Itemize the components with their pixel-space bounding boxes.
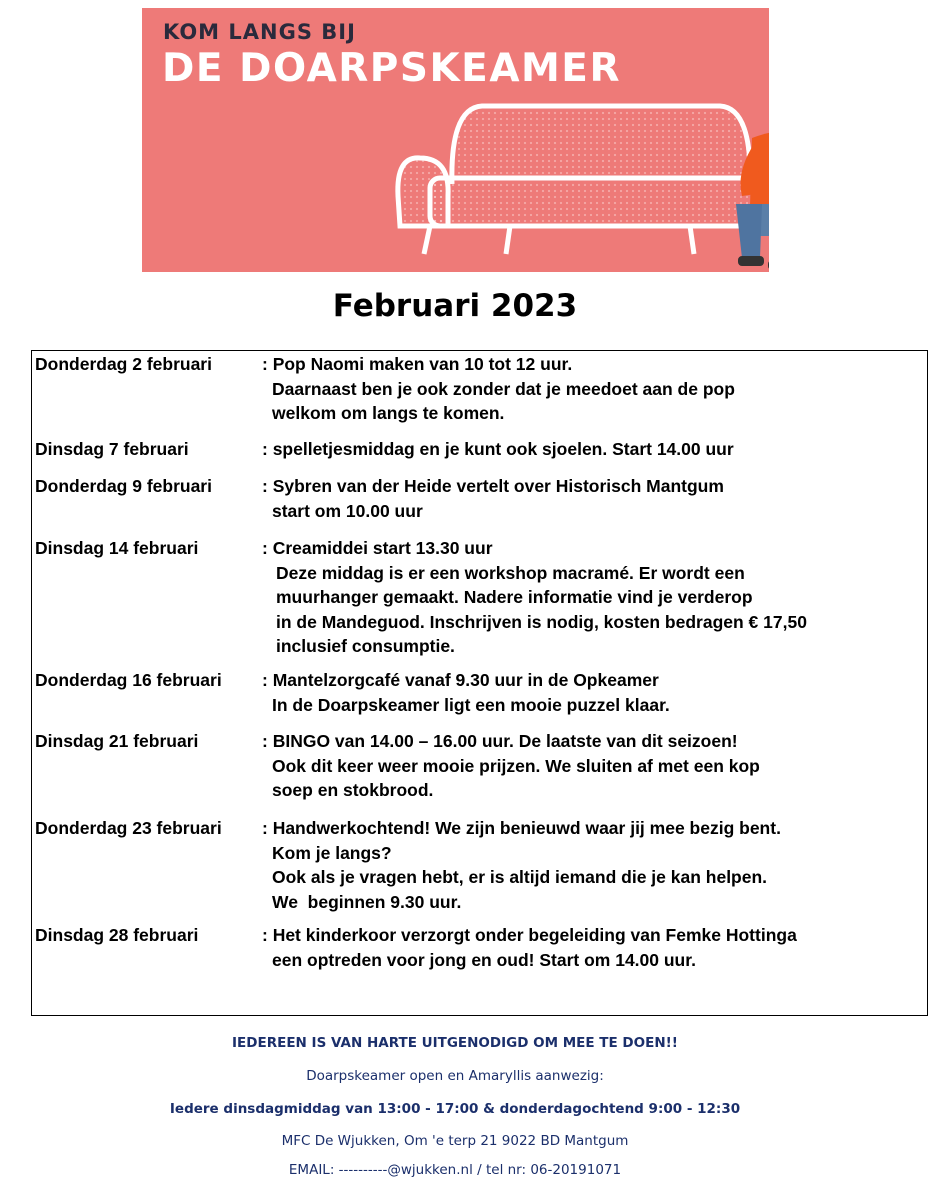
person-figure (736, 86, 769, 270)
event-day: Dinsdag 21 februari (35, 731, 199, 751)
event-line: in de Mandeguod. Inschrijven is nodig, kosten bedragen € 17,50 (276, 611, 807, 632)
event-day: Donderdag 16 februari (35, 670, 222, 690)
event-description (262, 352, 735, 426)
event-line: inclusief consumptie. (276, 636, 455, 656)
event-line: : spelletjesmiddag en je kunt ook sjoelen. Start 14.00 uur (262, 439, 734, 459)
event-line: In de Doarpskeamer ligt een mooie puzzel klaar. (272, 694, 670, 715)
schedule-box (31, 350, 928, 1016)
event-line: muurhanger gemaakt. Nadere informatie vind je verderop (276, 587, 753, 607)
banner-title: DE DOARPSKEAMER (162, 46, 621, 91)
footer-address: MFC De Wjukken, Om 'e terp 21 9022 BD Mantgum (281, 1133, 629, 1149)
event-line: : Pop Naomi maken van 10 tot 12 uur. (262, 354, 573, 374)
event-description (262, 816, 781, 914)
footer-contact: EMAIL: ----------@wjukken.nl / tel nr: 06-20191071 (288, 1162, 622, 1178)
event-line: : Handwerkochtend! We zijn benieuwd waar jij mee bezig bent. (262, 818, 781, 838)
header-banner (142, 8, 769, 272)
event-line: Ook dit keer weer mooie prijzen. We sluiten af met een kop (272, 755, 760, 776)
event-line: start om 10.00 uur (272, 500, 423, 521)
event-day: Donderdag 9 februari (35, 476, 212, 496)
event-line: : Sybren van der Heide vertelt over Historisch Mantgum (262, 476, 724, 496)
footer-hours: Iedere dinsdagmiddag van 13:00 - 17:00 & donderdagochtend 9:00 - 12:30 (169, 1101, 741, 1117)
event-day: Dinsdag 28 februari (35, 925, 199, 945)
event-line: Deze middag is er een workshop macramé. Er wordt een (276, 562, 745, 583)
month-title: Februari 2023 (332, 288, 578, 324)
event-line: We beginnen 9.30 uur. (272, 891, 462, 912)
event-line: : BINGO van 14.00 – 16.00 uur. De laatste van dit seizoen! (262, 731, 738, 751)
event-day: Donderdag 2 februari (35, 354, 212, 374)
event-line: Ook als je vragen hebt, er is altijd iemand die je kan helpen. (272, 867, 768, 887)
event-description (262, 923, 797, 972)
event-line: Kom je langs? (272, 842, 392, 863)
event-description (262, 437, 734, 462)
event-line: welkom om langs te komen. (272, 403, 505, 423)
banner-kicker: KOM LANGS BIJ (163, 20, 356, 44)
event-line: : Creamiddei start 13.30 uur (262, 538, 493, 558)
event-description (262, 668, 670, 717)
event-day: Dinsdag 14 februari (35, 538, 199, 558)
event-line: soep en stokbrood. (272, 780, 434, 800)
event-description (262, 729, 760, 803)
event-day: Donderdag 23 februari (35, 818, 222, 838)
event-line: Daarnaast ben je ook zonder dat je meedoet aan de pop (272, 378, 735, 399)
event-day: Dinsdag 7 februari (35, 439, 189, 459)
event-description (262, 536, 807, 659)
event-line: : Mantelzorgcafé vanaf 9.30 uur in de Opkeamer (262, 670, 659, 690)
footer-invite: IEDEREEN IS VAN HARTE UITGENODIGD OM MEE TE DOEN!! (232, 1035, 678, 1051)
event-description (262, 474, 724, 523)
event-line: een optreden voor jong en oud! Start om 14.00 uur. (272, 949, 696, 970)
sofa-with-person-illustration (390, 86, 769, 272)
footer-open-note: Doarpskeamer open en Amaryllis aanwezig: (306, 1068, 604, 1084)
event-line: : Het kinderkoor verzorgt onder begeleiding van Femke Hottinga (262, 925, 797, 945)
